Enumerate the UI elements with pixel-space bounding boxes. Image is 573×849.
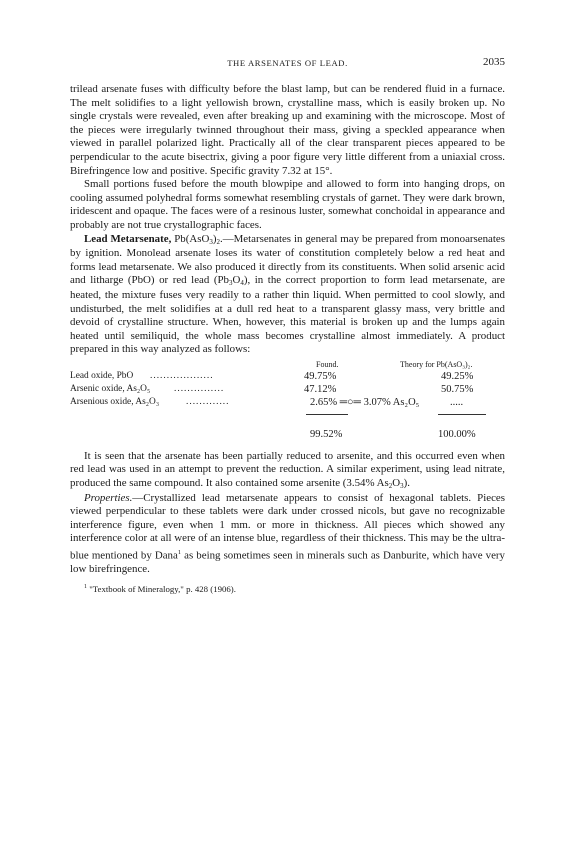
row-label: Arsenic oxide, As₂O₅ bbox=[70, 383, 151, 394]
subscript: 2 bbox=[388, 482, 393, 491]
paragraph-text: It is seen that the arsenate has been partially reduced to arsenite, and this occurred even when red lead was used in an attempt to prevent the reduction. A similar experiment, using lead nitrate, produced the same compound. It also contained some arsenite (3.54% As bbox=[70, 449, 505, 490]
subscript: 4 bbox=[240, 279, 244, 288]
leader-dots: ............. bbox=[186, 396, 230, 407]
paragraph-text: ). bbox=[403, 477, 411, 490]
analysis-table bbox=[70, 358, 505, 450]
found-value: 2.65% ═○═ 3.07% As₂O₅ bbox=[310, 396, 420, 408]
document-page bbox=[70, 56, 505, 596]
formula-text: . bbox=[219, 232, 223, 245]
leader-dots: ............... bbox=[174, 383, 225, 394]
subscript: 3 bbox=[229, 279, 233, 288]
footnote-text: "Textbook of Mineralogy," p. 428 (1906). bbox=[89, 583, 236, 594]
row-label: Arsenious oxide, As₂O₃ bbox=[70, 396, 160, 407]
table-row bbox=[70, 396, 505, 409]
theory-value: ..... bbox=[450, 396, 464, 408]
leader-dots: ................... bbox=[150, 370, 214, 381]
sum-rule-theory bbox=[438, 414, 486, 415]
column-header-found: Found. bbox=[316, 359, 339, 369]
theory-value: 49.25% bbox=[441, 370, 474, 382]
total-theory: 100.00% bbox=[438, 428, 476, 440]
formula-text: Pb(AsO bbox=[174, 232, 210, 245]
paragraph-text: O bbox=[232, 274, 241, 287]
sum-rule-found bbox=[306, 414, 348, 415]
paragraph-text: O bbox=[392, 477, 401, 490]
formula-text: ) bbox=[212, 232, 217, 245]
paragraph-trilead-fusion: trilead arsenate fuses with difficulty before the blast lamp, but can be rendered fluid in a furnace. The melt solidifies to a light yellowish brown, crystalline mass, which is easily broken up. No single crystals were revealed, even after breaking up and examining with the microscope. Most of the pieces were irregularly twinned throughout their mass, giving a speckled appearance when viewed in parallel polarized light. Practically all of the clear transparent pieces appeared to be perpendicular to the acute bisectrix, giving a poor figure very little different from a uniaxial cross. Birefringence low and positive. Specific gravity 7.32 at 15°. bbox=[70, 83, 505, 177]
subscript: 2 bbox=[216, 237, 220, 246]
paragraph-blowpipe: Small portions fused before the mouth blowpipe and allowed to form into hanging drops, on cooling assumed polyhedral forms somewhat resembling crystals of garnet. They were dark brown, iridescent and opaque. The faces were of a resinous luster, somewhat conchoidal in appearance and probably are not true crystallographic faces. bbox=[70, 178, 505, 231]
theory-value: 50.75% bbox=[441, 383, 474, 395]
paragraph-reduction bbox=[70, 450, 505, 492]
subscript: 3 bbox=[209, 237, 213, 246]
table-row bbox=[70, 383, 505, 396]
section-heading-lead-metarsenate: Lead Metarsenate, bbox=[84, 232, 172, 245]
found-value: 47.12% bbox=[304, 383, 337, 395]
row-label: Lead oxide, PbO bbox=[70, 370, 134, 381]
subscript: 3 bbox=[400, 482, 404, 491]
total-found: 99.52% bbox=[310, 428, 343, 440]
running-title: THE ARSENATES OF LEAD. bbox=[227, 58, 348, 68]
found-value: 49.75% bbox=[304, 370, 337, 382]
paragraph-text: as being sometimes seen in minerals such as Danburite, which have very low birefringence. bbox=[70, 549, 505, 576]
footnote-marker: 1 bbox=[177, 549, 182, 557]
table-row bbox=[70, 370, 505, 383]
footnote bbox=[70, 581, 505, 597]
paragraph-text: —Crystallized lead metarsenate appears to consist of hexagonal tablets. Pieces viewed perpendicular to these tablets were dark under crossed nicols, but gave no recognizable interference figure, even when 1 mm. or more in thickness. All pieces which showed any interference color at all were of an intense blue, regardless of their thickness. This may be the ultra-blue mentioned by Dana bbox=[70, 491, 505, 562]
paragraph-metarsenate bbox=[70, 233, 505, 357]
body-text bbox=[70, 83, 505, 596]
page-number: 2035 bbox=[483, 56, 505, 68]
column-header-theory: Theory for Pb(AsO₃)₂. bbox=[400, 359, 473, 369]
running-head bbox=[70, 56, 505, 72]
section-heading-properties: Properties. bbox=[84, 491, 133, 504]
footnote-number: 1 bbox=[84, 583, 87, 590]
paragraph-text: ), in the correct proportion to form lead metarsenate, are heated, the mixture fuses very readily to a rather thin liquid. When permitted to cool slowly, and undisturbed, the melt solidifies at a dull red heat to a transparent glassy mass, very brittle and devoid of crystalline structure. When, however, this material is broken up and the lumps again heated until semiliquid, the whole mass becomes crystalline almost immediately. A product prepared in this way analyzed as follows: bbox=[70, 274, 505, 356]
paragraph-properties bbox=[70, 492, 505, 577]
paragraph-text: —Metarsenates in general may be prepared from monoarsenates by ignition. Monolead arsenate loses its water of constitution completely below a red heat and forms lead metarsenate. We also produced it directly from its constituents. When solid arsenic acid and litharge (PbO) or red lead (Pb bbox=[70, 232, 505, 287]
total-row bbox=[70, 428, 505, 441]
